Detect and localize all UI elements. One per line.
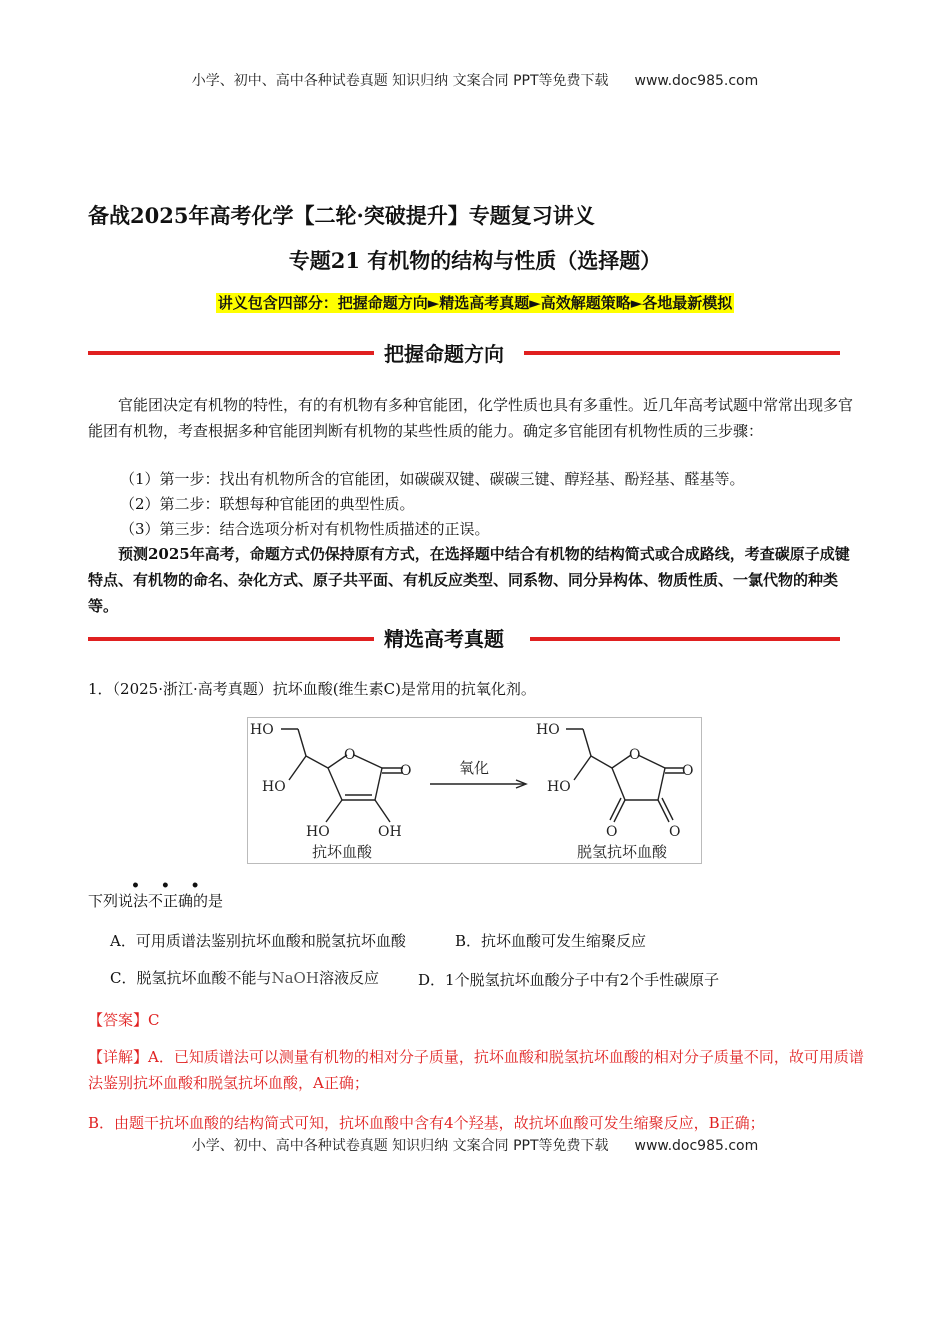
answer-label: 【答案】	[88, 1011, 149, 1029]
reaction-figure	[247, 717, 702, 864]
atom-ho: HO	[547, 779, 571, 795]
left-compound-label: 抗坏血酸	[312, 843, 373, 861]
step-3: （3）第三步：结合选项分析对有机物性质描述的正误。	[120, 520, 490, 538]
section-divider-right	[530, 637, 840, 641]
emphasis-dots: • • •	[131, 878, 208, 894]
atom-o: O	[606, 824, 618, 840]
footer-text: 小学、初中、高中各种试卷真题 知识归纳 文案合同 PPT等免费下载	[191, 1138, 609, 1154]
header-site[interactable]: www.doc985.com	[634, 73, 759, 89]
option-a[interactable]: A．可用质谱法鉴别抗坏血酸和脱氢抗坏血酸	[110, 932, 406, 950]
answer-value: C	[148, 1011, 160, 1029]
section1-heading: 把握命题方向	[384, 342, 504, 366]
option-d[interactable]: D．1个脱氢抗坏血酸分子中有2个手性碳原子	[418, 971, 720, 989]
prompt-pre: 下列说法	[88, 892, 149, 910]
detail-b: B．由题干抗坏血酸的结构简式可知，抗坏血酸中含有4个羟基，故抗坏血酸可发生缩聚反应，B正确；	[88, 1114, 765, 1132]
detail-label: 【详解】	[88, 1048, 149, 1066]
atom-o: O	[400, 763, 412, 779]
page-footer	[0, 1135, 950, 1155]
atom-o: O	[344, 747, 356, 763]
question-stem: 1．（2025·浙江·高考真题）抗坏血酸(维生素C)是常用的抗氧化剂。	[88, 680, 536, 698]
page-header	[0, 70, 950, 90]
forecast-paragraph: 预测2025年高考，命题方式仍保持原有方式，在选择题中结合有机物的结构简式或合成路线，考查碳原子成键特点、有机物的命名、杂化方式、原子共平面、有机反应类型、同系物、同分异构体、物质性质、一氯代物的种类等。	[88, 545, 850, 615]
detail-a-text: A．已知质谱法可以测量有机物的相对分子质量，抗坏血酸和脱氢抗坏血酸的相对分子质量不同，故可用质谱法鉴别抗坏血酸和脱氢抗坏血酸，A正确；	[88, 1048, 864, 1092]
step-2: （2）第二步：联想每种官能团的典型性质。	[120, 495, 415, 513]
doc-title: 备战2025年高考化学【二轮·突破提升】专题复习讲义	[88, 203, 595, 228]
detail-a	[88, 1044, 864, 1096]
section-divider-left	[88, 351, 374, 355]
header-text: 小学、初中、高中各种试卷真题 知识归纳 文案合同 PPT等免费下载	[191, 73, 609, 89]
doc-subtitle: 专题21 有机物的结构与性质（选择题）	[288, 248, 662, 273]
question-prompt	[88, 890, 223, 911]
atom-o: O	[629, 747, 641, 763]
atom-ho: HO	[262, 779, 286, 795]
section-divider-left	[88, 637, 374, 641]
option-c-formula: NaOH	[271, 969, 319, 987]
option-c-pre: C．脱氢抗坏血酸不能与	[110, 969, 272, 987]
step-1: （1）第一步：找出有机物所含的官能团，如碳碳双键、碳碳三键、醇羟基、酚羟基、醛基等。	[120, 470, 745, 488]
atom-oh: OH	[378, 824, 402, 840]
section2-heading: 精选高考真题	[384, 627, 504, 651]
prompt-post: 的是	[193, 892, 224, 910]
option-b[interactable]: B．抗坏血酸可发生缩聚反应	[455, 932, 647, 950]
reaction-diagram	[248, 718, 701, 863]
outline-text: 讲义包含四部分：把握命题方向►精选高考真题►高效解题策略►各地最新模拟	[217, 294, 733, 312]
atom-ho: HO	[536, 722, 560, 738]
atom-o: O	[669, 824, 681, 840]
section1-intro: 官能团决定有机物的特性，有的有机物有多种官能团，化学性质也具有多重性。近几年高考试题中常常出现多官能团有机物，考查根据多种官能团判断有机物的某些性质的能力。确定多官能团有机物性质的三步骤：	[88, 396, 854, 440]
option-c[interactable]	[110, 967, 379, 988]
atom-ho: HO	[306, 824, 330, 840]
arrow-label: 氧化	[459, 759, 490, 777]
option-c-post: 溶液反应	[318, 969, 379, 987]
atom-ho: HO	[250, 722, 274, 738]
answer-line	[88, 1009, 160, 1030]
footer-site[interactable]: www.doc985.com	[634, 1138, 759, 1154]
section-divider-right	[524, 351, 840, 355]
right-compound-label: 脱氢抗坏血酸	[577, 843, 668, 861]
prompt-emphasis: 不正确	[148, 892, 194, 910]
atom-o: O	[682, 763, 694, 779]
outline-banner	[0, 292, 950, 313]
